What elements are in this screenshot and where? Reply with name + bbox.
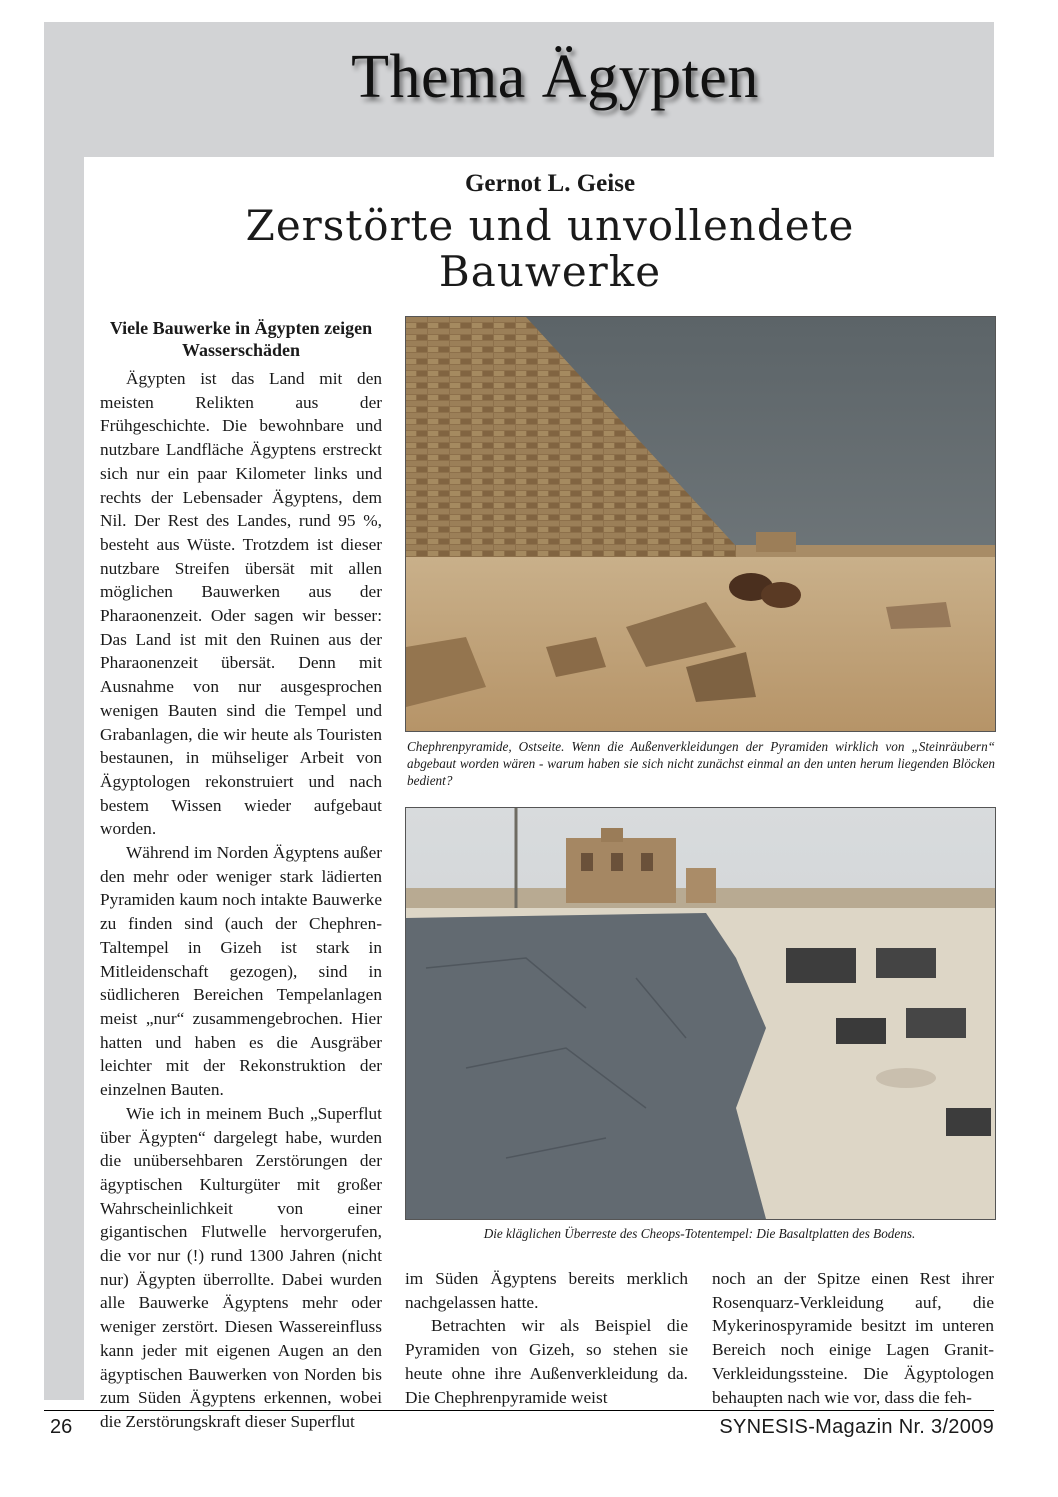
column-1: [100, 367, 382, 1434]
magazine-name: SYNESIS-Magazin Nr. 3/2009: [719, 1416, 994, 1438]
column-3: [712, 1267, 994, 1409]
paragraph: Betrachten wir als Beispiel die Pyramiden von Gizeh, so stehen sie heute ohne ihre Außenverkleidung da. Die Chephrenpyramide weist: [405, 1316, 688, 1407]
photo-caption: Chephrenpyramide, Ostseite. Wenn die Außenverkleidungen der Pyramiden wirklich von „Steinräubern“ abgebaut worden wären - warum haben sie sich nicht zunächst einmal an den unten herum liegenden Blöcken bedient?: [407, 739, 995, 788]
paragraph: im Süden Ägyptens bereits merklich nachgelassen hatte.: [405, 1269, 688, 1312]
article-author: Gernot L. Geise: [464, 170, 636, 197]
column-2: [405, 1267, 688, 1409]
paragraph: Wie ich in meinem Buch „Superflut über Ägypten“ dargelegt habe, wurden die unübersehbaren Zerstörungen der ägyptischen Kulturgüter mit großer Wahrscheinlichkeit von einer gigantischen Flutwelle hervorgerufen, die vor nur (!) rund 1300 Jahren (nicht nur) Ägypten überrollte. Dabei wurden alle Bauwerke Ägyptens mehr oder weniger zerstört. Diesen Wassereinfluss kann jeder mit eigenen Augen an den ägyptischen Bauwerken von Norden bis zum Süden Ägyptens erkennen, wobei die Zerstörungskraft dieser Superflut: [100, 1103, 382, 1431]
footer-rule: [44, 1410, 994, 1411]
paragraph: Während im Norden Ägyptens außer den mehr oder weniger stark lädierten Pyramiden kaum noch intakte Bauwerke zu finden sind (auch der Chephren-Taltempel in Gizeh ist stark in Mitleidenschaft gezogen), sind in südlicheren Bereichen Tempelanlagen meist „nur“ zusammengebrochen. Hier hatten und haben es die Ausgräber leichter mit der Rekonstruktion der einzelnen Bauten.: [100, 843, 382, 1100]
pyramid-illustration: [406, 317, 995, 731]
title-line-2: Bauwerke: [438, 247, 662, 296]
side-band: [44, 150, 84, 1400]
page-number: 26: [50, 1416, 73, 1438]
pyramid-photo: [405, 316, 996, 732]
photo-caption: Die kläglichen Überreste des Cheops-Totentempel: Die Basaltplatten des Bodens.: [483, 1226, 916, 1241]
temple-illustration: [406, 808, 995, 1219]
paragraph: Ägypten ist das Land mit den meisten Relikten aus der Frühgeschichte. Die bewohnbare und nutzbare Landfläche Ägyptens erstreckt sich nur ein paar Kilometer links und rechts der Lebensader Ägyptens, dem Nil. Der Rest des Landes, rund 95 %, besteht aus Wüste. Trotzdem ist dieser nutzbare Streifen übersät mit allen möglichen Bauwerken aus der Pharaonenzeit. Oder sagen wir besser: Das Land ist mit den Ruinen aus der Pharaonenzeit übersät. Denn mit Ausnahme von nur ausgesprochen wenigen Bauten sind die Tempel und Grabanlagen, die wir heute als Touristen bestaunen, in mühseliger Arbeit von Ägyptologen rekonstruiert und nach bestem Wissen wieder aufgebaut worden.: [100, 369, 382, 839]
subheading: Viele Bauwerke in Ägypten zeigen Wasserschäden: [109, 318, 373, 360]
temple-floor-photo: [405, 807, 996, 1220]
article-title: [200, 203, 900, 295]
title-line-1: Zerstörte und unvollendete: [245, 201, 855, 250]
paragraph: noch an der Spitze einen Rest ihrer Rosenquarz-Verkleidung auf, die Mykerinospyramide besitzt im unteren Bereich noch einige Lagen Granit-Verkleidungssteine. Die Ägyptologen behaupten nach wie vor, dass die feh-: [712, 1269, 994, 1407]
band-curve: [84, 157, 194, 267]
section-title: Thema Ägypten: [351, 43, 759, 111]
